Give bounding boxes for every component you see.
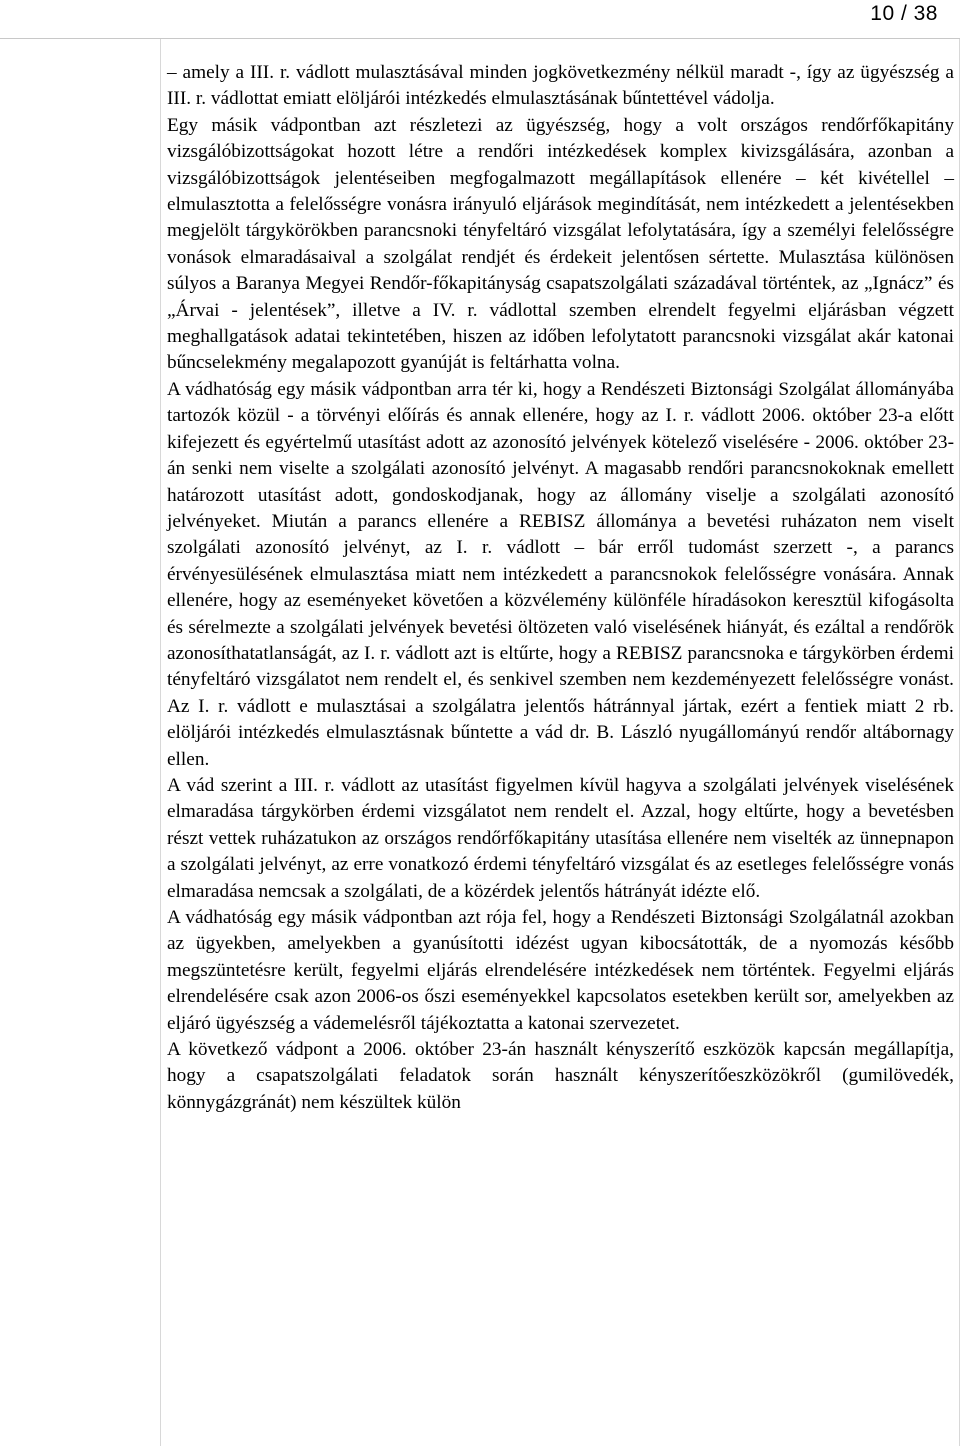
page-number: 10 / 38 bbox=[870, 2, 938, 25]
document-body bbox=[167, 60, 954, 1116]
paragraph: A vád szerint a III. r. vádlott az utasítást figyelmen kívül hagyva a szolgálati jelvények viselésének elmaradása tárgykörben érdemi vizsgálatot nem rendelt el. Azzal, hogy eltűrte, hogy a bevetésben részt vettek ruházatukon az országos rendőrfőkapitány utasítása ellenére nem viselték az ünnepnapon a szolgálati jelvényt, az erre vonatkozó érdemi tényfeltáró vizsgálat és az esetleges felelősségre vonás elmaradása nemcsak a szolgálati, de a közérdek jelentős hátrányát idézte elő. bbox=[167, 774, 954, 902]
paragraph: – amely a III. r. vádlott mulasztásával minden jogkövetkezmény nélkül maradt -, így az ügyészség a III. r. vádlottat emiatt elöljárói intézkedés elmulasztásának bűntettével vádolja. bbox=[167, 62, 954, 110]
paragraph: Egy másik vádpontban azt részletezi az ügyészség, hogy a volt országos rendőrfőkapitány vizsgálóbizottságokat hozott létre a rendőri intézkedések komplex kivizsgálására, azonban a vizsgálóbizottságok jelentéseiben megfogalmazott megállapítások ellenére – két kivétellel – elmulasztotta a felelősségre vonásra irányuló eljárások megindítását, nem intézkedett a jelentésekben megjelölt tárgykörökben parancsnoki tényfeltáró vizsgálat lefolytatására, így a személyi felelősségre vonások elmaradásaival a szolgálat rendjét és érdekeit jelentősen sértette. Mulasztása különösen súlyos a Baranya Megyei Rendőr-főkapitányság csapatszolgálati századával történtek, az „Ignácz” és „Árvai - jelentések”, illetve a IV. r. vádlottal szemben elrendelt fegyelmi eljárásban végzett meghallgatások adatai tekintetében, hiszen az időben lefolytatott parancsnoki vizsgálat akár katonai bűncselekmény megalapozott gyanúját is feltárhatta volna. bbox=[167, 114, 954, 374]
paragraph: A vádhatóság egy másik vádpontban arra tér ki, hogy a Rendészeti Biztonsági Szolgálat állományába tartozók közül - a törvényi előírás és annak ellenére, hogy az I. r. vádlott 2006. október 23-a előtt kifejezett és egyértelmű utasítást adott az azonosító jelvények kötelező viselésére - 2006. október 23-án senki nem viselte a szolgálati azonosító jelvényt. A magasabb rendőri parancsnokoknak emellett határozott utasítást adott, gondoskodjanak, hogy az állomány viselje a szolgálati azonosító jelvényeket. Miután a parancs ellenére a REBISZ állománya a bevetési ruházaton nem viselt szolgálati azonosító jelvényt, az I. r. vádlott – bár erről tudomást szerzett -, a parancs érvényesülésének elmulasztása miatt nem intézkedett a parancsnokok felelősségre vonására. Annak ellenére, hogy az eseményeket követően a közvélemény különféle híradásokon keresztül kifogásolta és sérelmezte a szolgálati jelvények bevetési öltözeten való viselésének hiányát, és ezáltal a rendőrök azonosíthatatlanságát, az I. r. vádlott azt is eltűrte, hogy a REBISZ parancsnoka e tárgykörben érdemi tényfeltáró vizsgálatot nem rendelt el, és senkivel szemben nem kezdeményezett felelősségre vonást. Az I. r. vádlott e mulasztásai a szolgálatra jelentős hátránnyal jártak, ezért a fentiek miatt 2 rb. elöljárói intézkedés elmulasztásnak bűntette a vád dr. B. László nyugállományú rendőr altábornagy ellen. bbox=[167, 378, 954, 770]
paragraph: A vádhatóság egy másik vádpontban azt rója fel, hogy a Rendészeti Biztonsági Szolgálatnál azokban az ügyekben, amelyekben a gyanúsítotti idézést ugyan kibocsátották, de a nyomozás később megszüntetésre került, fegyelmi eljárás elrendelésére intézkedések nem történtek. Fegyelmi eljárás elrendelésére csak azon 2006-os őszi eseményekkel kapcsolatos esetekben került sor, amelyekben az eljáró ügyészség a vádemelésről tájékoztatta a katonai szervezetet. bbox=[167, 907, 954, 1034]
paragraph: A következő vádpont a 2006. október 23-án használt kényszerítő eszközök kapcsán megállapítja, hogy a csapatszolgálati feladatok során használt kényszerítőeszközökről (gumilövedék, könnygázgránát) nem készültek külön bbox=[167, 1039, 954, 1113]
header-divider bbox=[0, 38, 960, 39]
text-frame-left-border bbox=[160, 39, 161, 1446]
